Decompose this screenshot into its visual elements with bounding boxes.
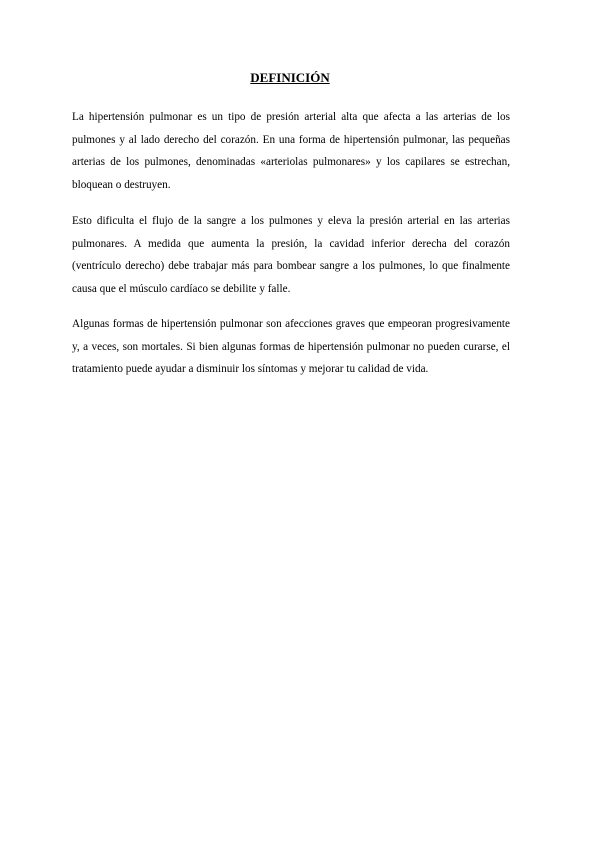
paragraph-effects: Esto dificulta el flujo de la sangre a los pulmones y eleva la presión arterial en las arterias pulmonares. A medida que aumenta la presión, la cavidad inferior derecha del corazón (ventrículo derecho) debe trabajar más para bombear sangre a los pulmones, lo que finalmente causa que el músculo cardíaco se debilite y falle. bbox=[72, 215, 510, 295]
document-title: DEFINICIÓN bbox=[250, 70, 330, 85]
paragraph-definition: La hipertensión pulmonar es un tipo de presión arterial alta que afecta a las arterias de los pulmones y al lado derecho del corazón. En una forma de hipertensión pulmonar, las pequeñas arterias de los pulmones, denominadas «arteriolas pulmonares» y los capilares se estrechan, bloquean o destruyen. bbox=[72, 111, 510, 191]
paragraph-prognosis: Algunas formas de hipertensión pulmonar son afecciones graves que empeoran progresivamente y, a veces, son mortales. Si bien algunas formas de hipertensión pulmonar no pueden curarse, el tratamiento puede ayudar a disminuir los síntomas y mejorar tu calidad de vida. bbox=[72, 318, 510, 375]
